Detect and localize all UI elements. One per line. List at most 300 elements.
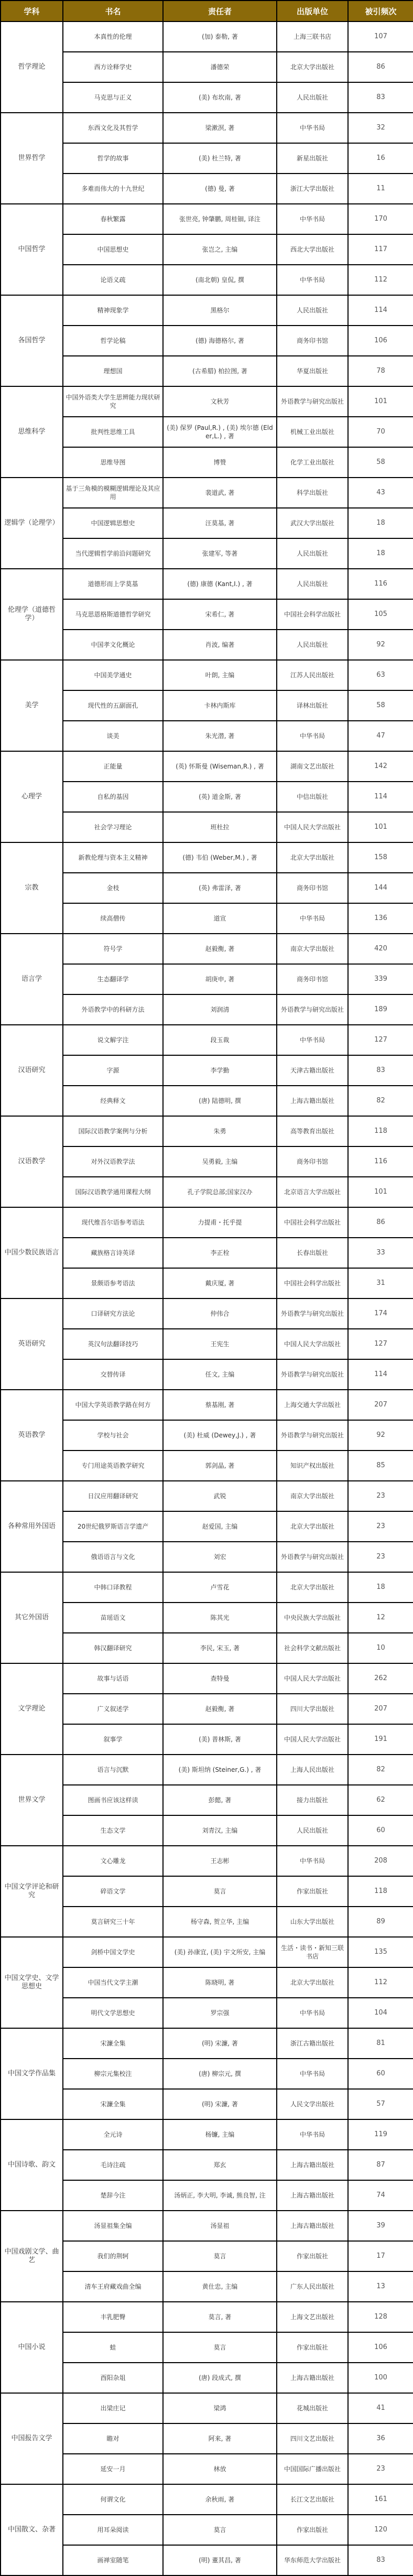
publisher-cell: 山东大学出版社 (277, 1907, 348, 1937)
author-cell: (明) 宋濂, 著 (163, 2089, 277, 2119)
author-cell: 张世亮, 钟肇鹏, 周桂钿, 译注 (163, 204, 277, 234)
table-row (1, 21, 413, 52)
publisher-cell: 北京大学出版社 (277, 842, 348, 873)
author-cell: 杨镰, 主编 (163, 2119, 277, 2150)
author-cell: 刘宏 (163, 1542, 277, 1572)
subject-cell: 世界文学 (1, 1755, 63, 1846)
table-row (1, 143, 413, 174)
publisher-cell: 外语教学与研究出版社 (277, 1542, 348, 1572)
title-cell: 生态翻译学 (63, 964, 163, 994)
author-cell: 博赞 (163, 447, 277, 478)
author-cell: 道宣 (163, 903, 277, 934)
table-row (1, 1086, 413, 1116)
author-cell: (唐) 陆德明, 撰 (163, 1086, 277, 1116)
citations-cell: 127 (348, 1025, 413, 1055)
publisher-cell: 外语教学与研究出版社 (277, 1298, 348, 1329)
author-cell: 汤显祖 (163, 2211, 277, 2241)
author-cell: 阿来, 著 (163, 2423, 277, 2454)
citations-cell: 128 (348, 2302, 413, 2332)
author-cell: 蔡基刚, 著 (163, 1390, 277, 1420)
title-cell: 中国当代文学主潮 (63, 1967, 163, 1998)
title-cell: 经典释文 (63, 1086, 163, 1116)
table-row (1, 2271, 413, 2302)
table-row (1, 1785, 413, 1815)
citations-cell: 18 (348, 508, 413, 538)
publisher-cell: 作家出版社 (277, 2515, 348, 2545)
table-row (1, 1663, 413, 1694)
citations-cell: 58 (348, 447, 413, 478)
title-cell: 毛诗注疏 (63, 2150, 163, 2180)
publisher-cell: 作家出版社 (277, 2241, 348, 2271)
table-row (1, 1633, 413, 1663)
citations-cell: 10 (348, 1633, 413, 1663)
author-cell: 汤炳正, 李大明, 李诚, 熊良智, 注 (163, 2180, 277, 2211)
table-row (1, 1998, 413, 2028)
table-row (1, 1390, 413, 1420)
table-row (1, 1420, 413, 1451)
citations-cell: 158 (348, 842, 413, 873)
author-cell: (德) 韦伯 (Weber,M.) , 著 (163, 842, 277, 873)
publisher-cell: 社会科学文献出版社 (277, 1633, 348, 1663)
publisher-cell: 中华书局 (277, 2059, 348, 2089)
table-row (1, 2302, 413, 2332)
citations-cell: 60 (348, 2059, 413, 2089)
author-cell: 陈其光 (163, 1603, 277, 1633)
publisher-cell: 外语教学与研究出版社 (277, 386, 348, 417)
publisher-cell: 人民出版社 (277, 538, 348, 569)
title-cell: 口译研究方法论 (63, 1298, 163, 1329)
title-cell: 俄语语言与文化 (63, 1542, 163, 1572)
title-cell: 批判性思维工具 (63, 417, 163, 447)
title-cell: 汤显祖集全编 (63, 2211, 163, 2241)
publisher-cell: 高等教育出版社 (277, 1116, 348, 1146)
table-row (1, 660, 413, 690)
author-cell: (英) 怀斯曼 (Wiseman,R.) , 著 (163, 751, 277, 782)
citations-cell: 117 (348, 234, 413, 265)
title-cell: 延安一月 (63, 2454, 163, 2484)
citations-cell: 106 (348, 2332, 413, 2363)
author-cell: 彭懿, 著 (163, 1785, 277, 1815)
citations-cell: 18 (348, 1572, 413, 1603)
publisher-cell: 新星出版社 (277, 143, 348, 174)
title-cell: 对外汉语教学法 (63, 1146, 163, 1177)
title-cell: 日汉应用翻译研究 (63, 1481, 163, 1511)
table-row (1, 2241, 413, 2271)
table-row (1, 52, 413, 82)
citations-cell: 23 (348, 1511, 413, 1542)
table-row (1, 751, 413, 782)
citations-cell: 87 (348, 2150, 413, 2180)
author-cell: 胡庚申, 著 (163, 964, 277, 994)
publisher-cell: 中华书局 (277, 265, 348, 295)
title-cell: 全元诗 (63, 2119, 163, 2150)
title-cell: 符号学 (63, 934, 163, 964)
title-cell: 金枝 (63, 873, 163, 903)
publisher-cell: 商务印书馆 (277, 873, 348, 903)
publisher-cell: 长江文艺出版社 (277, 2484, 348, 2515)
author-cell: 赵毅衡, 著 (163, 934, 277, 964)
table-row (1, 630, 413, 660)
publisher-cell: 中国人民大学出版社 (277, 812, 348, 842)
author-cell: 刘青汉, 主编 (163, 1815, 277, 1846)
title-cell: 丰乳肥臀 (63, 2302, 163, 2332)
table-row (1, 1967, 413, 1998)
title-cell: 专门用途英语教学研究 (63, 1451, 163, 1481)
title-cell: 宋濂全集 (63, 2028, 163, 2059)
title-cell: 基于三角模的模糊逻辑理论及其应用 (63, 478, 163, 508)
table-row (1, 1146, 413, 1177)
citations-cell: 262 (348, 1663, 413, 1694)
citations-cell: 420 (348, 934, 413, 964)
table-row (1, 1268, 413, 1298)
citations-cell: 58 (348, 690, 413, 721)
publisher-cell: 作家出版社 (277, 1876, 348, 1907)
title-cell: 藏族格言诗英译 (63, 1238, 163, 1268)
author-cell: 黑格尔 (163, 295, 277, 326)
title-cell: 论语义疏 (63, 265, 163, 295)
publisher-cell: 北京大学出版社 (277, 1572, 348, 1603)
title-cell: 清车王府藏戏曲全编 (63, 2271, 163, 2302)
table-row (1, 386, 413, 417)
title-cell: 春秋繁露 (63, 204, 163, 234)
subject-cell: 其它外国语 (1, 1572, 63, 1663)
publisher-cell: 四川文艺出版社 (277, 2423, 348, 2454)
subject-cell: 英语教学 (1, 1390, 63, 1481)
publisher-cell: 浙江古籍出版社 (277, 2028, 348, 2059)
subject-cell: 汉语教学 (1, 1116, 63, 1207)
author-cell: 莫言, 著 (163, 2302, 277, 2332)
subject-cell: 中国少数民族语言 (1, 1207, 63, 1298)
publisher-cell: 人民出版社 (277, 1815, 348, 1846)
subject-cell: 思维科学 (1, 386, 63, 478)
title-cell: 20世纪俄罗斯语言学遗产 (63, 1511, 163, 1542)
publisher-cell: 作家出版社 (277, 2332, 348, 2363)
subject-cell: 中国报告文学 (1, 2393, 63, 2484)
author-cell: 肖波, 编著 (163, 630, 277, 660)
subject-cell: 伦理学（道德哲学） (1, 569, 63, 660)
author-cell: 杨守森, 贺立华, 主编 (163, 1907, 277, 1937)
table-body (1, 21, 413, 2575)
table-row (1, 1603, 413, 1633)
table-row (1, 2332, 413, 2363)
title-cell: 哲学论稿 (63, 326, 163, 356)
table-header (1, 1, 413, 21)
citations-cell: 16 (348, 143, 413, 174)
table-row (1, 2089, 413, 2119)
citations-cell: 32 (348, 113, 413, 143)
author-cell: 梁漱溟, 著 (163, 113, 277, 143)
author-cell: 林放 (163, 2454, 277, 2484)
title-cell: 宋濂全集 (63, 2089, 163, 2119)
author-cell: 文秋芳 (163, 386, 277, 417)
title-cell: 多难而伟大的十九世纪 (63, 174, 163, 204)
author-cell: 余秋雨, 著 (163, 2484, 277, 2515)
table-row (1, 842, 413, 873)
publisher-cell: 商务印书馆 (277, 326, 348, 356)
publisher-cell: 接力出版社 (277, 1785, 348, 1815)
table-row (1, 1846, 413, 1876)
table-row (1, 903, 413, 934)
subject-cell: 语言学 (1, 934, 63, 1025)
author-cell: 赵爱国, 主编 (163, 1511, 277, 1542)
citations-cell: 189 (348, 994, 413, 1025)
title-cell: 中国外语类大学生思辨能力现状研究 (63, 386, 163, 417)
publisher-cell: 知识产权出版社 (277, 1451, 348, 1481)
publisher-cell: 南京大学出版社 (277, 1481, 348, 1511)
publisher-cell: 上海古籍出版社 (277, 2363, 348, 2393)
subject-cell: 世界哲学 (1, 113, 63, 204)
publisher-cell: 人民出版社 (277, 295, 348, 326)
author-cell: 朱勇 (163, 1116, 277, 1146)
table-row (1, 356, 413, 386)
table-row (1, 2211, 413, 2241)
citations-cell: 100 (348, 2363, 413, 2393)
title-cell: 现代性的五副面孔 (63, 690, 163, 721)
table-row (1, 1907, 413, 1937)
author-cell: 吴勇毅, 主编 (163, 1146, 277, 1177)
publisher-cell: 中华书局 (277, 113, 348, 143)
subject-cell: 哲学理论 (1, 21, 63, 113)
publisher-cell: 上海古籍出版社 (277, 1086, 348, 1116)
table-row (1, 1876, 413, 1907)
table-row (1, 1755, 413, 1785)
publisher-cell: 上海文艺出版社 (277, 2302, 348, 2332)
citations-cell: 62 (348, 1785, 413, 1815)
title-cell: 画禅室随笔 (63, 2545, 163, 2575)
table-row (1, 2059, 413, 2089)
header-subject: 学科 (1, 1, 63, 21)
table-row (1, 1025, 413, 1055)
author-cell: 李民, 宋玉, 著 (163, 1633, 277, 1663)
citations-cell: 39 (348, 2211, 413, 2241)
title-cell: 社会学习理论 (63, 812, 163, 842)
title-cell: 精神现象学 (63, 295, 163, 326)
publisher-cell: 机械工业出版社 (277, 417, 348, 447)
table-row (1, 964, 413, 994)
table-row (1, 1724, 413, 1755)
author-cell: (德) 曼, 著 (163, 174, 277, 204)
table-row (1, 690, 413, 721)
table-row (1, 569, 413, 599)
title-cell: 用耳朵阅读 (63, 2515, 163, 2545)
citations-cell: 207 (348, 1390, 413, 1420)
subject-cell: 各国哲学 (1, 295, 63, 386)
citations-cell: 78 (348, 356, 413, 386)
author-cell: (德) 康德 (Kant,I.) , 著 (163, 569, 277, 599)
publisher-cell: 花城出版社 (277, 2393, 348, 2423)
citations-cell: 107 (348, 21, 413, 52)
citations-cell: 144 (348, 873, 413, 903)
citations-cell: 92 (348, 630, 413, 660)
table-row (1, 994, 413, 1025)
citations-cell: 191 (348, 1724, 413, 1755)
table-row (1, 1815, 413, 1846)
citations-cell: 60 (348, 1815, 413, 1846)
author-cell: 王宪生 (163, 1329, 277, 1359)
citations-cell: 135 (348, 1937, 413, 1967)
table-row (1, 2363, 413, 2393)
author-cell: (美) 孙康宜, (美) 宇文所安, 主编 (163, 1937, 277, 1967)
publisher-cell: 上海古籍出版社 (277, 2180, 348, 2211)
table-row (1, 1238, 413, 1268)
table-row (1, 538, 413, 569)
table-row (1, 2454, 413, 2484)
table-row (1, 873, 413, 903)
title-cell: 中韩口译教程 (63, 1572, 163, 1603)
table-row (1, 113, 413, 143)
author-cell: 郭剑晶, 著 (163, 1451, 277, 1481)
publisher-cell: 华东师范大学出版社 (277, 2545, 348, 2575)
publisher-cell: 中华书局 (277, 1025, 348, 1055)
table-row (1, 1207, 413, 1238)
title-cell: 广义叙述学 (63, 1694, 163, 1724)
title-cell: 正能量 (63, 751, 163, 782)
publisher-cell: 人民出版社 (277, 569, 348, 599)
title-cell: 道德形而上学莫基 (63, 569, 163, 599)
publisher-cell: 南京大学出版社 (277, 934, 348, 964)
title-cell: 文心雕龙 (63, 1846, 163, 1876)
table-row (1, 265, 413, 295)
citations-cell: 83 (348, 1055, 413, 1086)
citations-cell: 119 (348, 2119, 413, 2150)
author-cell: 查特曼 (163, 1663, 277, 1694)
header-citations: 被引频次 (348, 1, 413, 21)
author-cell: (美) 斯坦纳 (Steiner,G.) , 著 (163, 1755, 277, 1785)
publisher-cell: 北京语言大学出版社 (277, 1177, 348, 1207)
citations-cell: 208 (348, 1846, 413, 1876)
author-cell: 叶朗, 主编 (163, 660, 277, 690)
publisher-cell: 四川大学出版社 (277, 1694, 348, 1724)
title-cell: 柳宗元集校注 (63, 2059, 163, 2089)
author-cell: 郑玄 (163, 2150, 277, 2180)
title-cell: 哲学的故事 (63, 143, 163, 174)
citations-cell: 74 (348, 2180, 413, 2211)
citations-cell: 116 (348, 1146, 413, 1177)
citations-cell: 23 (348, 1542, 413, 1572)
publisher-cell: 武汉大学出版社 (277, 508, 348, 538)
citations-cell: 41 (348, 2393, 413, 2423)
author-cell: 黄仕忠, 主编 (163, 2271, 277, 2302)
citations-cell: 81 (348, 2028, 413, 2059)
author-cell: 宋希仁, 著 (163, 599, 277, 630)
publisher-cell: 华夏出版社 (277, 356, 348, 386)
author-cell: 孔子学院总部;国家汉办 (163, 1177, 277, 1207)
table-row (1, 1177, 413, 1207)
citations-cell: 11 (348, 174, 413, 204)
title-cell: 碎语文学 (63, 1876, 163, 1907)
citations-cell: 118 (348, 1116, 413, 1146)
title-cell: 中国孝文化概论 (63, 630, 163, 660)
subject-cell: 宗教 (1, 842, 63, 934)
title-cell: 国际汉语教学通用课程大纲 (63, 1177, 163, 1207)
publisher-cell: 中国人民大学出版社 (277, 1724, 348, 1755)
author-cell: (南北朝) 皇侃, 撰 (163, 265, 277, 295)
publisher-cell: 中华书局 (277, 903, 348, 934)
title-cell: 楚辞今注 (63, 2180, 163, 2211)
subject-cell: 中国散文、杂著 (1, 2484, 63, 2575)
author-cell: (明) 宋濂, 著 (163, 2028, 277, 2059)
publisher-cell: 中华书局 (277, 721, 348, 751)
publisher-cell: 中央民族大学出版社 (277, 1603, 348, 1633)
title-cell: 瞻对 (63, 2423, 163, 2454)
citations-cell: 47 (348, 721, 413, 751)
table-row (1, 2545, 413, 2575)
citations-cell: 82 (348, 1755, 413, 1785)
citations-cell: 36 (348, 2423, 413, 2454)
author-cell: 戴庆厦, 著 (163, 1268, 277, 1298)
subject-cell: 中国文学史、文学思想史 (1, 1937, 63, 2028)
table-row (1, 2119, 413, 2150)
publisher-cell: 上海古籍出版社 (277, 2211, 348, 2241)
subject-cell: 中国诗歌、韵文 (1, 2119, 63, 2211)
author-cell: (加) 泰勒, 著 (163, 21, 277, 52)
title-cell: 酉阳杂俎 (63, 2363, 163, 2393)
title-cell: 景颇语参考语法 (63, 1268, 163, 1298)
subject-cell: 美学 (1, 660, 63, 751)
publisher-cell: 商务印书馆 (277, 1146, 348, 1177)
citations-cell: 101 (348, 386, 413, 417)
title-cell: 本真性的伦理 (63, 21, 163, 52)
title-cell: 马克思与正义 (63, 82, 163, 113)
author-cell: 班杜拉 (163, 812, 277, 842)
table-row (1, 1694, 413, 1724)
citations-cell: 89 (348, 1907, 413, 1937)
citations-cell: 82 (348, 1086, 413, 1116)
author-cell: (美) 保罗 (Paul,R.) , (美) 埃尔德 (Elder,L.) , 著 (163, 417, 277, 447)
title-cell: 思维导图 (63, 447, 163, 478)
citations-cell: 106 (348, 326, 413, 356)
publisher-cell: 化学工业出版社 (277, 447, 348, 478)
author-cell: 卢雪花 (163, 1572, 277, 1603)
title-cell: 叙事学 (63, 1724, 163, 1755)
author-cell: (美) 杜兰特, 著 (163, 143, 277, 174)
citations-cell: 43 (348, 478, 413, 508)
citations-cell: 118 (348, 1876, 413, 1907)
author-cell: 梁鸿 (163, 2393, 277, 2423)
title-cell: 韩汉翻译研究 (63, 1633, 163, 1663)
publisher-cell: 湖南文艺出版社 (277, 751, 348, 782)
title-cell: 出梁庄记 (63, 2393, 163, 2423)
author-cell: 仲伟合 (163, 1298, 277, 1329)
title-cell: 中国大学英语教学路在何方 (63, 1390, 163, 1420)
citations-cell: 31 (348, 1268, 413, 1298)
author-cell: 刘润清 (163, 994, 277, 1025)
title-cell: 西方诠释学史 (63, 52, 163, 82)
table-row (1, 934, 413, 964)
title-cell: 理想国 (63, 356, 163, 386)
citations-cell: 85 (348, 1451, 413, 1481)
author-cell: 张岂之, 主编 (163, 234, 277, 265)
publisher-cell: 中国人民大学出版社 (277, 1329, 348, 1359)
table-row (1, 2180, 413, 2211)
citations-cell: 86 (348, 1207, 413, 1238)
publisher-cell: 人民出版社 (277, 82, 348, 113)
table-row (1, 417, 413, 447)
subject-cell: 中国文学评论和研究 (1, 1846, 63, 1937)
title-cell: 续高僧传 (63, 903, 163, 934)
author-cell: 李学勤 (163, 1055, 277, 1086)
author-cell: 张建军, 等著 (163, 538, 277, 569)
citations-cell: 70 (348, 417, 413, 447)
title-cell: 生态文学 (63, 1815, 163, 1846)
citations-cell: 63 (348, 660, 413, 690)
author-cell: (美) 杜威 (Dewey,J.) , 著 (163, 1420, 277, 1451)
table-row (1, 812, 413, 842)
table-row (1, 447, 413, 478)
title-cell: 苗瑶语文 (63, 1603, 163, 1633)
table-row (1, 1542, 413, 1572)
author-cell: 任文, 主编 (163, 1359, 277, 1390)
